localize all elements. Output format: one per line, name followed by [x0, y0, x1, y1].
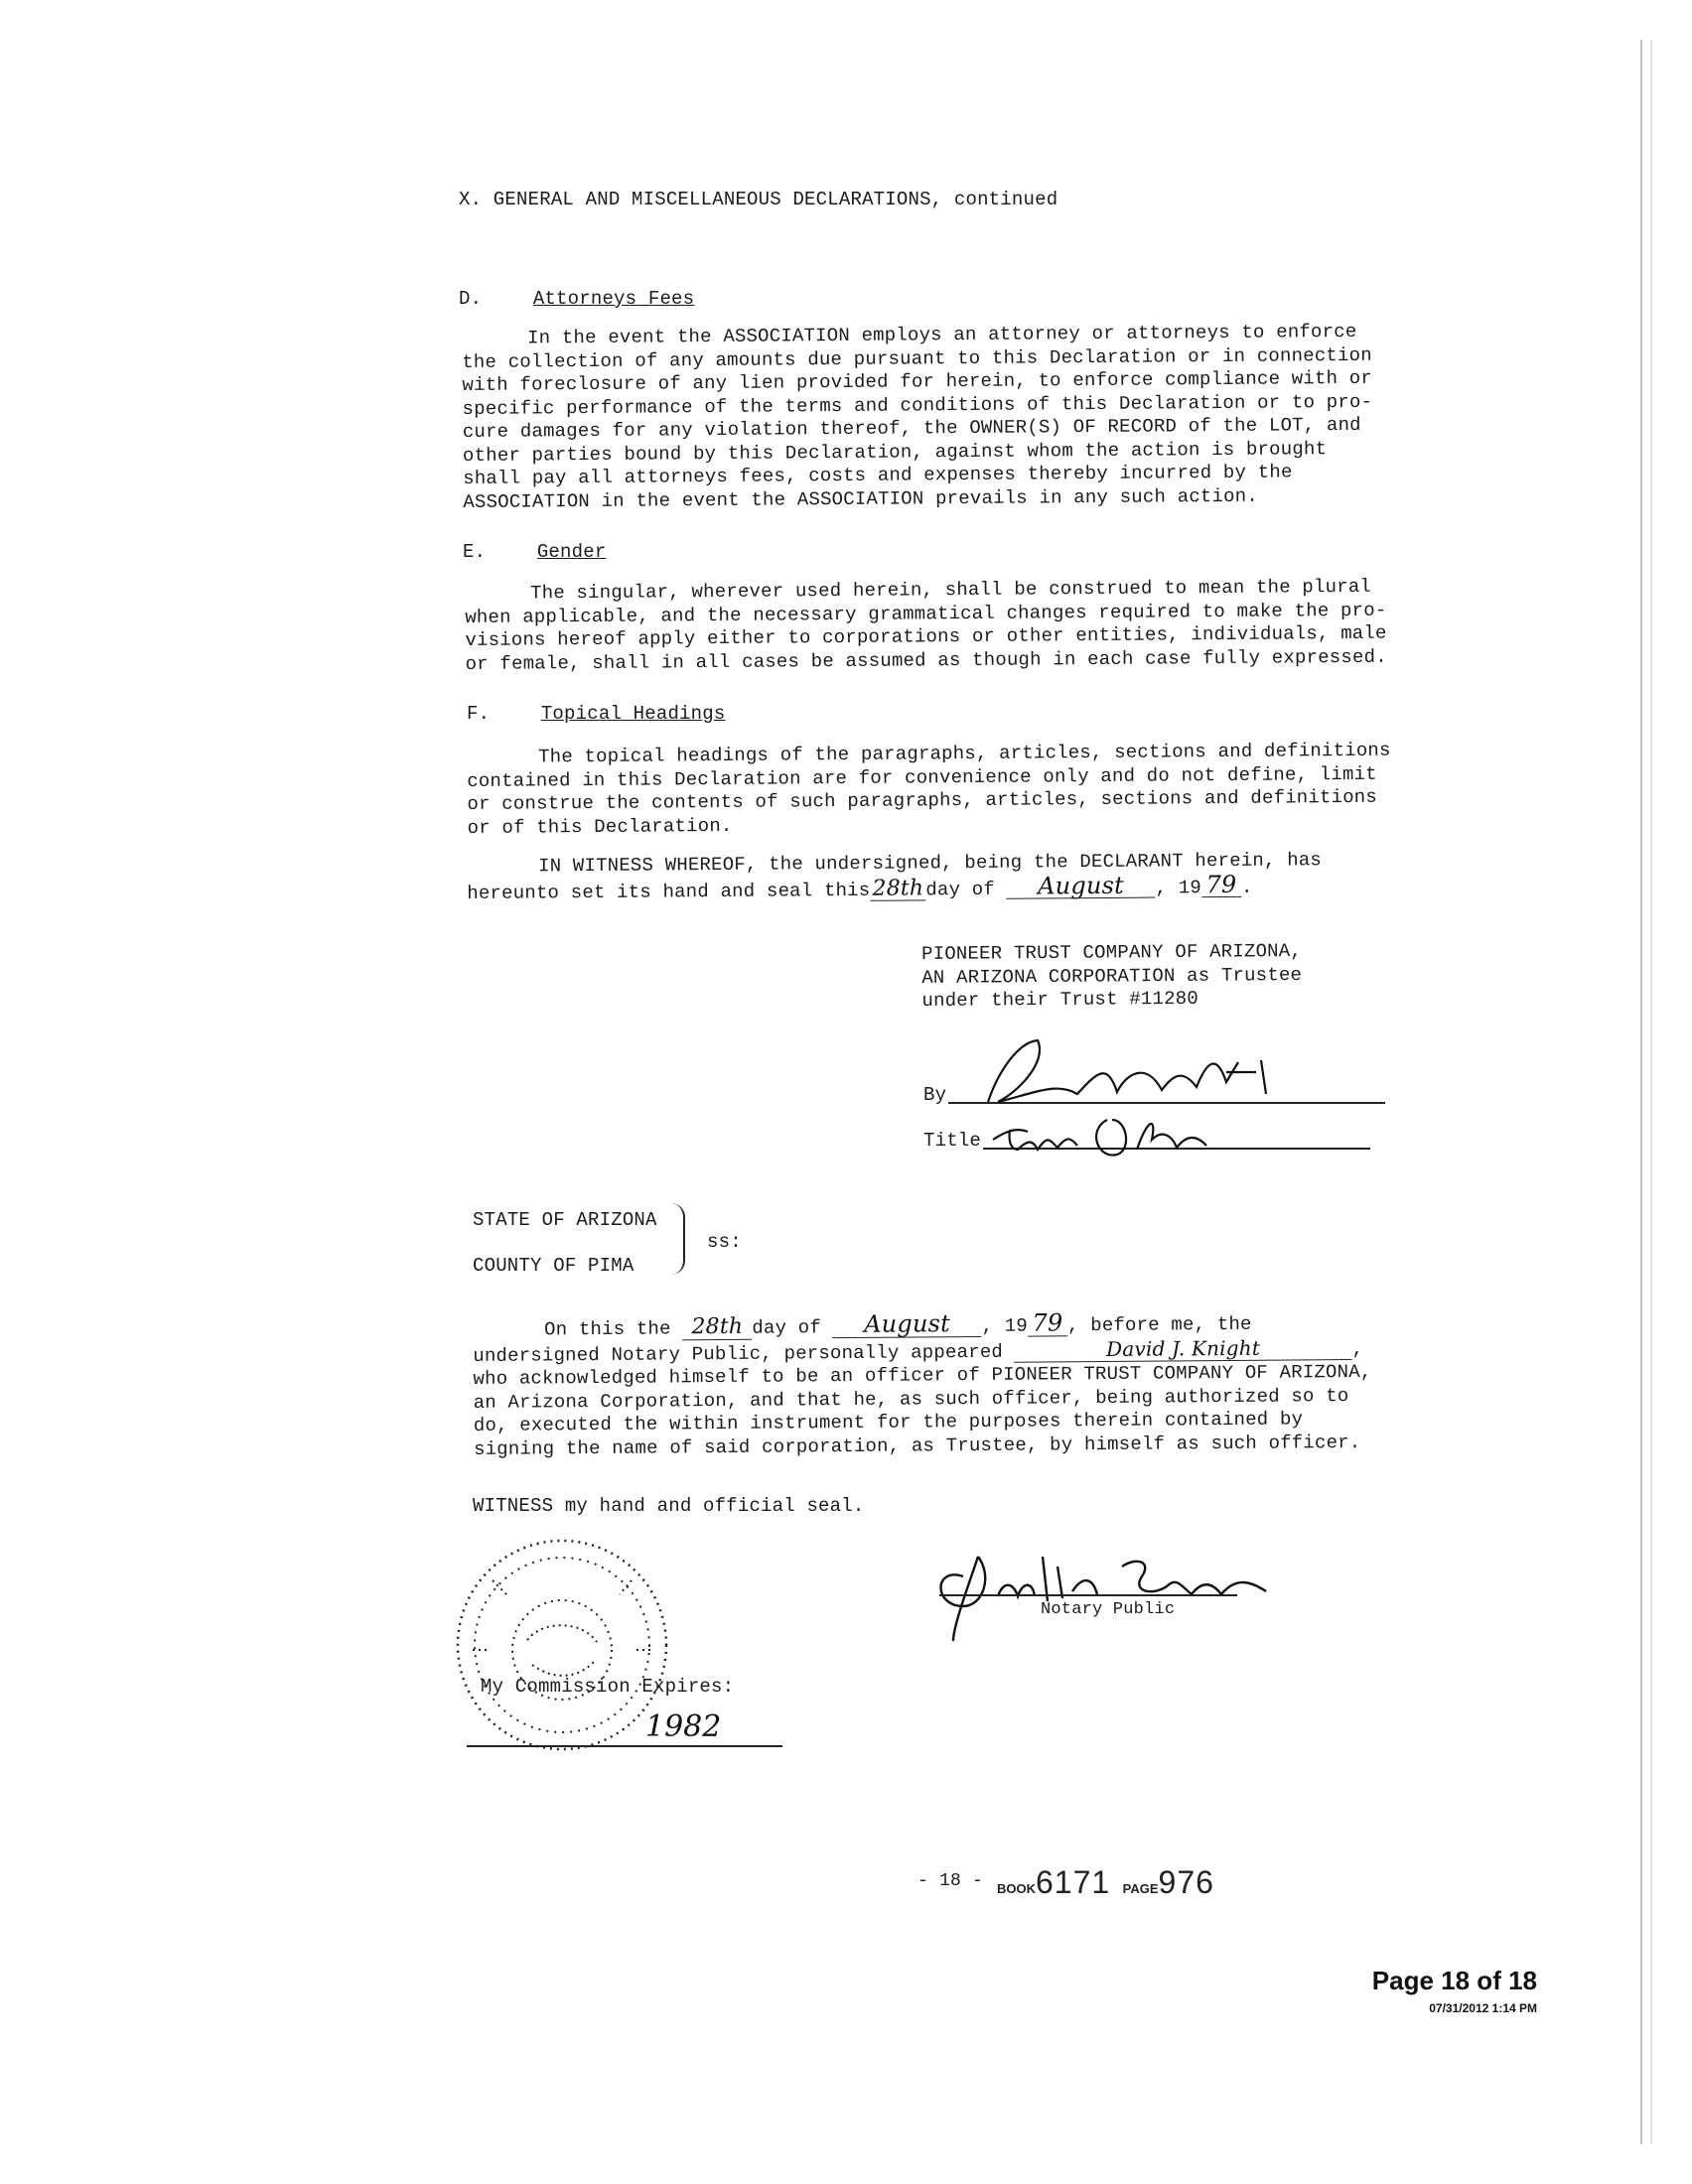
item-f-paragraph [467, 740, 1391, 840]
paragraph-line: or of this Declaration. [467, 814, 733, 839]
item-d-title: Attorneys Fees [532, 288, 695, 310]
ack-year-handwritten: 79 [1028, 1311, 1067, 1336]
witness-year-handwritten: 79 [1201, 873, 1241, 897]
title-signature [988, 1100, 1226, 1169]
paragraph-line: when applicable, and the necessary grammatical changes required to make the pro- [465, 599, 1387, 628]
venue-county: COUNTY OF PIMA [473, 1255, 634, 1277]
page-of-stamp: Page 18 of 18 [1371, 1966, 1537, 1995]
ack-text: , [1351, 1337, 1364, 1360]
ack-month-handwritten: August [832, 1312, 981, 1338]
witness-text: , 19 [1155, 876, 1202, 899]
item-f-heading [467, 703, 725, 727]
witness-text: . [1240, 876, 1253, 898]
notary-witness-line: WITNESS my hand and official seal. [473, 1495, 865, 1517]
paragraph-line: with foreclosure of any lien provided for herein, to enforce compliance with or [462, 366, 1373, 396]
witness-day-handwritten: 28th [870, 877, 925, 901]
company-line: AN ARIZONA CORPORATION as Trustee [921, 963, 1303, 989]
ack-text: , 19 [981, 1314, 1029, 1337]
print-timestamp: 07/31/2012 1:14 PM [1429, 2001, 1537, 2015]
venue-ss: ss: [707, 1231, 742, 1253]
book-page-reference [997, 1864, 1214, 1901]
item-d-paragraph [462, 321, 1373, 514]
item-f-letter: F. [467, 703, 491, 725]
witness-clause [467, 849, 1322, 905]
item-f-title: Topical Headings [540, 703, 726, 725]
venue-state: STATE OF ARIZONA [473, 1209, 657, 1231]
notary-label: Notary Public [1041, 1600, 1176, 1619]
witness-text: hereunto set its hand and seal this [467, 879, 871, 904]
item-e-paragraph [465, 576, 1387, 676]
page-label: PAGE [1122, 1881, 1159, 1896]
paragraph-line: other parties bound by this Declaration, against whom the action is brought [462, 437, 1328, 467]
title-label: Title [923, 1130, 982, 1152]
witness-line-1: IN WITNESS WHEREOF, the undersigned, being the DECLARANT herein, has [537, 849, 1323, 878]
ack-text: undersigned Notary Public, personally appeared [473, 1340, 1004, 1367]
ack-text: , before me, the [1066, 1312, 1252, 1337]
paragraph-line: In the event the ASSOCIATION employs an attorney or attorneys to enforce [526, 320, 1357, 349]
paragraph-line: The singular, wherever used herein, shall be construed to mean the plural [529, 575, 1372, 605]
ack-text: On this the [544, 1317, 671, 1341]
section-heading: X. GENERAL AND MISCELLANEOUS DECLARATIONS, continued [459, 189, 1058, 210]
item-d-heading [459, 288, 694, 312]
ack-line: signing the name of said corporation, as Trustee, by himself as such officer. [473, 1431, 1361, 1460]
paragraph-line: or female, shall in all cases be assumed as though in each case fully expressed. [465, 645, 1387, 675]
paragraph-line: contained in this Declaration are for convenience only and do not define, limit [467, 762, 1377, 792]
ack-line: who acknowledged himself to be an officer of PIONEER TRUST COMPANY OF ARIZONA, [473, 1360, 1372, 1390]
page-number: - 18 - [917, 1871, 984, 1891]
acknowledgment-paragraph [473, 1309, 1372, 1461]
commission-label: My Commission Expires: [481, 1676, 735, 1698]
notary-signature-line [939, 1594, 1237, 1596]
company-block [921, 940, 1302, 1014]
paragraph-line: the collection of any amounts due pursuant to this Declaration or in connection [462, 343, 1372, 373]
ack-day-handwritten: 28th [682, 1315, 752, 1340]
notary-signature [923, 1537, 1301, 1646]
ack-name-handwritten: David J. Knight [1014, 1336, 1351, 1363]
witness-month-handwritten: August [1006, 874, 1155, 899]
item-d-letter: D. [459, 288, 483, 310]
paragraph-line: visions hereof apply either to corporations or other entities, individuals, male [465, 621, 1387, 651]
ack-line: an Arizona Corporation, and that he, as such officer, being authorized so to [473, 1384, 1349, 1414]
ack-line: do, executed the within instrument for the purposes therein contained by [473, 1408, 1304, 1436]
item-e-letter: E. [463, 541, 487, 563]
paragraph-line: shall pay all attorneys fees, costs and expenses thereby incurred by the [463, 461, 1293, 489]
paragraph-line: or construe the contents of such paragraphs, articles, sections and definitions [467, 785, 1378, 815]
paragraph-line: The topical headings of the paragraphs, articles, sections and definitions [537, 739, 1391, 768]
ack-text: day of [752, 1316, 822, 1339]
book-number: 6171 [1036, 1864, 1111, 1900]
scan-edge-faint [1650, 40, 1652, 2144]
scan-edge [1640, 40, 1642, 2144]
paragraph-line: specific performance of the terms and conditions of this Declaration or to pro- [462, 390, 1373, 420]
item-e-title: Gender [536, 541, 607, 563]
book-label: BOOK [997, 1881, 1036, 1896]
paragraph-line: cure damages for any violation thereof, the OWNER(S) OF RECORD of the LOT, and [462, 413, 1361, 443]
item-e-heading [463, 541, 606, 565]
paragraph-line: ASSOCIATION in the event the ASSOCIATION prevails in any such action. [463, 484, 1258, 513]
company-line: under their Trust #11280 [921, 987, 1198, 1012]
witness-text: day of [925, 878, 996, 900]
commission-date-handwritten: 1982 [645, 1709, 722, 1744]
company-line: PIONEER TRUST COMPANY OF ARIZONA, [921, 939, 1303, 965]
commission-line [467, 1745, 782, 1747]
by-label: By [923, 1084, 947, 1106]
page-ref: 976 [1158, 1864, 1214, 1900]
venue-brace [671, 1203, 685, 1275]
